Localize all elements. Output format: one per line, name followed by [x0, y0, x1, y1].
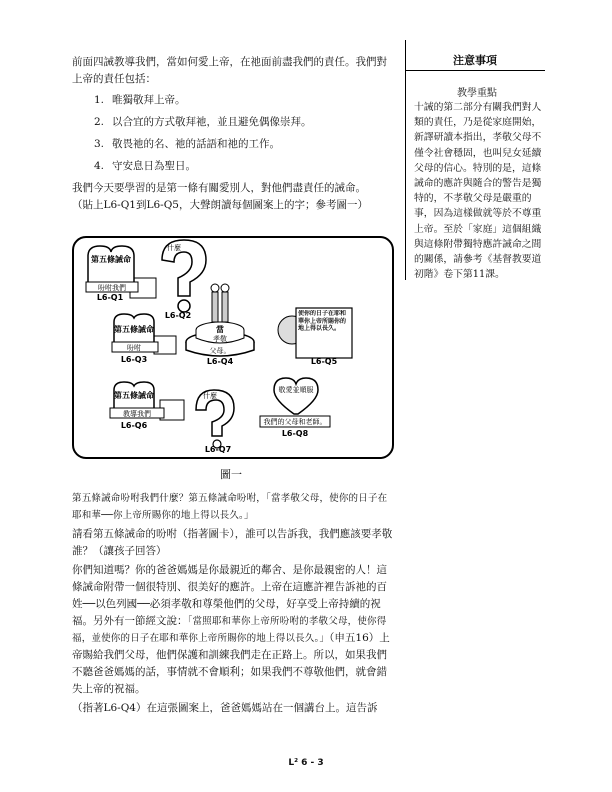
- q6-subtitle: 教導我們: [123, 410, 151, 418]
- list-item: 3. 敬畏祂的名、祂的話語和祂的工作。: [94, 138, 280, 150]
- q1-subtitle: 吩咐我們: [98, 284, 126, 292]
- q4-base-word: 父母。: [209, 347, 231, 355]
- lesson-paragraph: 我們今天要學習的是第一條有關愛別人，對他們盡責任的誡命。: [72, 182, 366, 194]
- sidebar-heading: 教學重點: [457, 88, 497, 99]
- q3-code: L6-Q3: [120, 355, 148, 364]
- q3-subtitle: 吩咐: [127, 344, 141, 352]
- q6-title: 第五條誡命: [114, 391, 154, 400]
- list-item: 4. 守安息日為聖日。: [94, 160, 196, 172]
- q2-question-card: [162, 240, 206, 320]
- q5-code: L6-Q5: [310, 357, 338, 366]
- q3-tablet-card: [112, 314, 176, 364]
- q4-code: L6-Q4: [206, 357, 234, 366]
- q4-platform-card: [186, 284, 254, 366]
- explanation-paragraph: 你們知道嗎？你的爸爸媽媽是你最親近的鄰舍、是你最親密的人！這條誡命附帶一個很特別、很美好的應許。上帝在這應許裡告訴祂的百姓──以色列國──必須孝敬和尊榮他們的父母，好享受上帝持續的祝福。另外有一節經文說：「當照耶和華你上帝所吩咐的孝敬父母，使你得福，並使你的日子在耶和華你上帝所賜你的地上得以長久。」（申五16）上帝賜給我們父母，他們保護和訓練我們走在正路上。所以，如果我們不聽爸爸媽媽的話，事情就不會順利；如果我們不尊敬他們，就會錯失上帝的祝福。: [72, 564, 390, 695]
- figure-one: [72, 236, 394, 459]
- q7-code: L6-Q7: [204, 445, 232, 454]
- q2-code: L6-Q2: [164, 311, 192, 320]
- closing-paragraph: （指著L6-Q4）在這張圖案上，爸爸媽媽站在一個講台上。這告訴: [72, 702, 378, 714]
- q1-title: 第五條誡命: [91, 255, 131, 264]
- figure-illustration: [74, 238, 392, 457]
- section-heading: 第五條誡命吩咐我們什麼？第五條誡命吩咐，「當孝敬父母，使你的日子在耶和華──你上帝所賜你的地上得以長久。」: [72, 493, 388, 521]
- sidebar-body: 十誡的第二部分有關我們對人類的責任，乃是從家庭開始，新譯研讀本指出，孝敬父母不僅令社會穩固，也叫兒女延續父母的信心。特別的是，這條誡命的應許與隨合的警告是獨特的，不孝敬父母是嚴重的事，因為這樣做就等於不尊重上帝。至於「家庭」這個組織與這條附帶獨特應許誡命之間的關係，請參考《基督教要道初階》卷下第11課。: [414, 102, 542, 281]
- q6-code: L6-Q6: [120, 421, 148, 430]
- figure-caption: 圖一: [220, 468, 242, 481]
- q4-top-word: 當: [216, 325, 224, 334]
- list-item: 1. 唯獨敬拜上帝。: [94, 94, 186, 106]
- list-item: 2. 以合宜的方式敬拜祂，並且避免偶像崇拜。: [94, 116, 312, 128]
- sidebar-title: 注意事項: [453, 54, 497, 67]
- question-paragraph: 請看第五條誡命的吩咐（指著圖卡），誰可以告訴我，我們應該要孝敬誰？（讓孩子回答）: [72, 528, 393, 557]
- q3-title: 第五條誡命: [114, 325, 154, 334]
- q5-text: 使你的日子在耶和華你上帝所賜你的地上得以長久。: [298, 310, 347, 332]
- q8-heart-card: [260, 378, 330, 438]
- q4-mid-word: 孝敬: [213, 335, 227, 343]
- sidebar-divider: [405, 70, 545, 71]
- q5-globe-card: [278, 308, 352, 366]
- intro-paragraph: 前面四誡教導我們，當如何愛上帝，在祂面前盡我們的責任。我們對上帝的責任包括：: [72, 56, 387, 85]
- main-column: [72, 54, 390, 214]
- q8-code: L6-Q8: [281, 429, 309, 438]
- q8-label: 敬愛並順服: [278, 386, 314, 394]
- lower-column: [72, 490, 396, 719]
- q6-tablet-card: [110, 382, 184, 430]
- q2-label: 什麼: [167, 244, 181, 252]
- page-number: L² 6 - 3: [288, 758, 324, 768]
- q8-subtitle: 我們的父母和老師。: [263, 418, 327, 426]
- instruction-paragraph: （貼上L6-Q1到L6-Q5，大聲朗讀每個圖案上的字；參考圖一）: [72, 199, 368, 211]
- q7-label: 什麼: [203, 392, 217, 400]
- duty-list: [72, 92, 390, 175]
- q7-question-card: [196, 390, 234, 454]
- q1-tablet-card: [86, 246, 156, 302]
- q1-code: L6-Q1: [96, 293, 124, 302]
